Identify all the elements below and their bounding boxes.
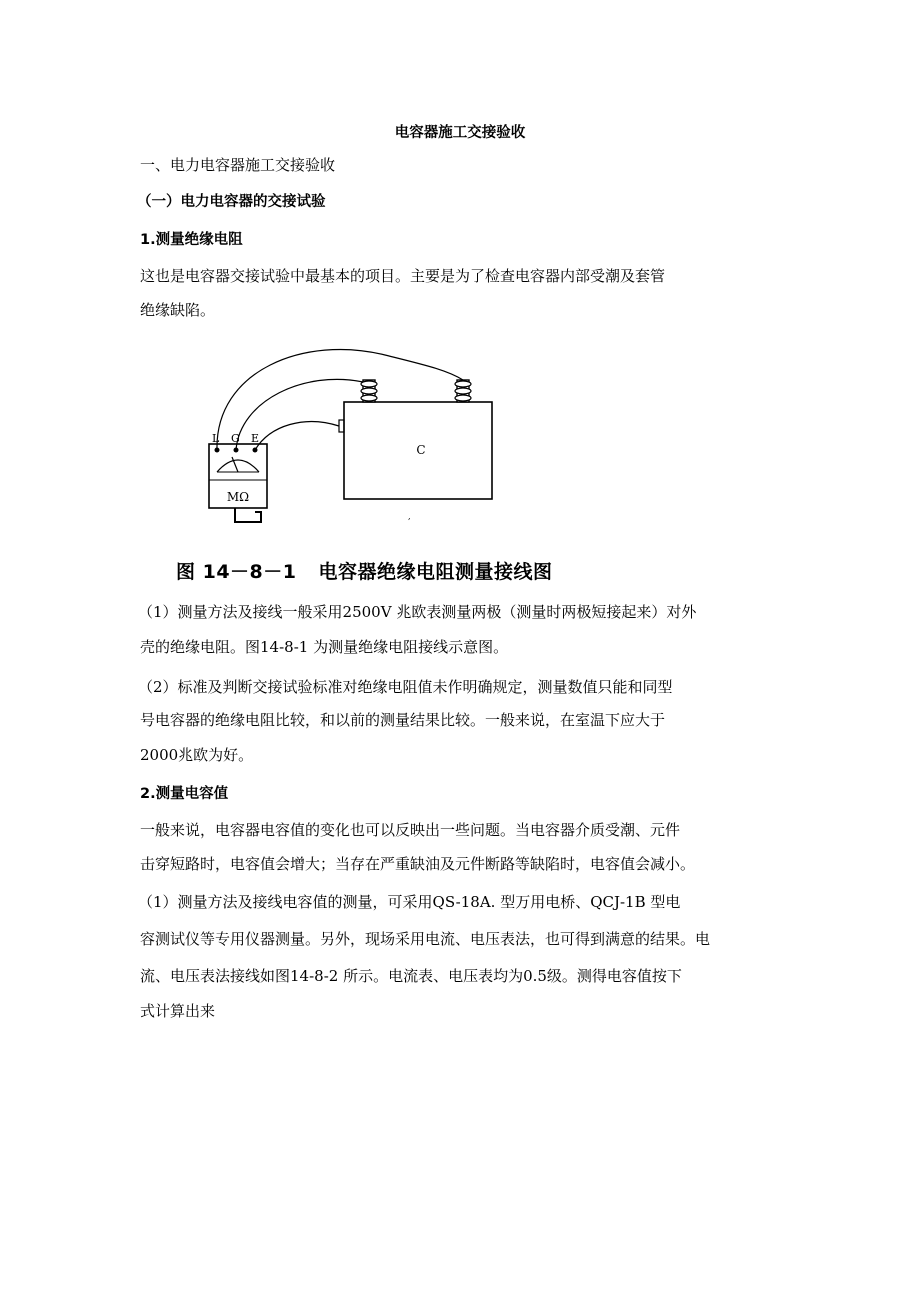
item-heading-capacitance: 2.测量电容值 [140,786,229,802]
capacitor-label: C [416,443,426,457]
paragraph-line: 绝缘缺陷。 [140,301,216,319]
paragraph-line: 击穿短路时，电容值会增大；当存在严重缺油及元件断路等缺陷时，电容值会减小。 [140,855,696,873]
figure-caption-text: 电容器绝缘电阻测量接线图 [318,561,553,583]
page-title: 电容器施工交接验收 [394,125,526,141]
bushing-left [361,380,377,402]
paragraph-line: 流、电压表法接线如图14-8-2 所示。电流表、电压表均为0.5级。测得电容值按下 [140,967,682,985]
paragraph-line: 一般来说，电容器电容值的变化也可以反映出一些问题。当电容器介质受潮、元件 [140,821,681,839]
paragraph-line: 这也是电容器交接试验中最基本的项目。主要是为了检查电容器内部受潮及套管 [140,267,666,285]
paragraph-line: 号电容器的绝缘电阻比较，和以前的测量结果比较。一般来说，在室温下应大于 [140,711,666,729]
bushing-right [455,380,471,402]
megger-dial [217,460,259,472]
section-heading: 一、电力电容器施工交接验收 [140,156,336,174]
megger-crank [235,508,261,522]
paragraph-line: 容测试仪等专用仪器测量。另外，现场采用电流、电压表法，也可得到满意的结果。电 [140,930,711,948]
paragraph-line: 2000兆欧为好。 [140,746,254,764]
item-heading-insulation: 1.测量绝缘电阻 [140,232,243,248]
terminal-g-label: G [231,432,240,445]
terminal-l-label: L [212,432,220,445]
figure-caption [176,557,553,584]
paragraph-line: 壳的绝缘电阻。图14-8-1 为测量绝缘电阻接线示意图。 [140,638,509,656]
figure-number: 图 14－8－1 [176,561,297,583]
paragraph-line: （2）标准及判断交接试验标准对绝缘电阻值未作明确规定，测量数值只能和同型 [138,678,673,696]
terminal-e-label: E [251,432,260,445]
svg-text:,: , [408,512,411,521]
paragraph-line: 式计算出来 [140,1002,216,1020]
subsection-heading: （一）电力电容器的交接试验 [137,194,326,210]
wiring-diagram [185,330,515,530]
megger-label: MΩ [226,490,250,504]
paragraph-line: （1）测量方法及接线电容值的测量，可采用QS-18A. 型万用电桥、QCJ-1B 型电 [138,893,681,911]
paragraph-line: （1）测量方法及接线一般采用2500V 兆欧表测量两极（测量时两极短接起来）对外 [138,603,697,621]
